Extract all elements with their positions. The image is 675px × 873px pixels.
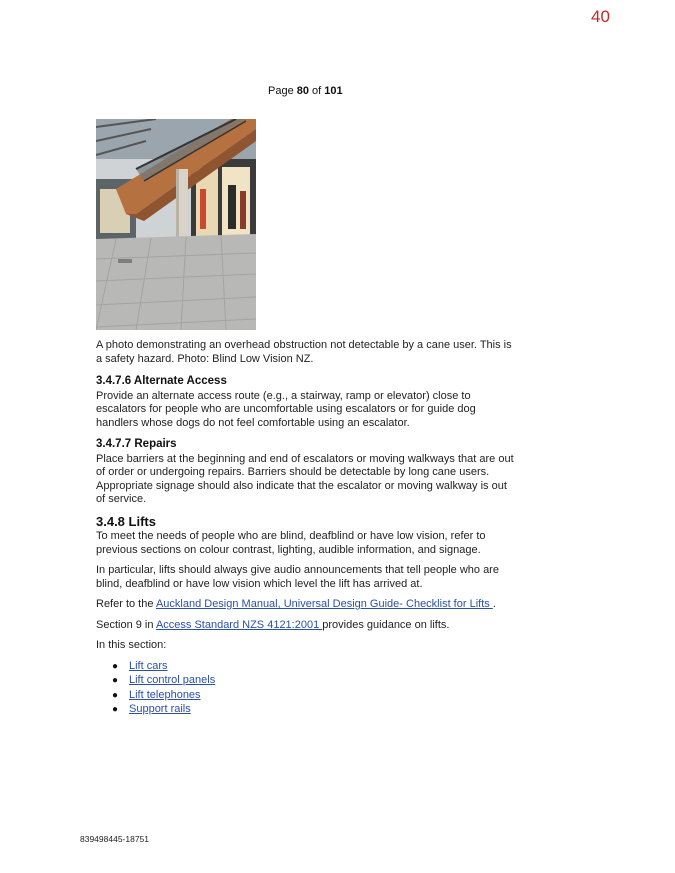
page-current: 80 xyxy=(296,85,309,97)
section-prefix: Section 9 in xyxy=(96,618,156,631)
repairs-body: Place barriers at the beginning and end of escalators or moving walkways that are out of order or undergoing repairs. Barriers should be detectable by long cane users. Appropriate signage should also indicate that the escalator or moving walkway is out of service. xyxy=(96,452,514,505)
lifts-para-2: In particular, lifts should always give audio announcements that tell people who are blind, deafblind or have low vision which level the lift has arrived at. xyxy=(96,564,499,590)
lifts-heading: 3.4.8 Lifts xyxy=(96,513,156,529)
list-item xyxy=(112,660,516,673)
corner-page-number: 40 xyxy=(591,7,610,26)
in-this-section: In this section: xyxy=(96,639,167,651)
support-rails-link[interactable]: Support rails xyxy=(129,703,191,715)
page-header xyxy=(268,85,343,97)
section-repairs xyxy=(96,438,516,507)
section-suffix: provides guidance on lifts. xyxy=(322,618,450,631)
page-header-prefix: Page xyxy=(268,85,297,97)
list-item xyxy=(112,674,516,687)
bullet-icon: ● xyxy=(112,675,119,686)
section-alternate-access xyxy=(96,375,516,430)
lift-control-panels-link[interactable]: Lift control panels xyxy=(129,674,216,686)
refer-prefix: Refer to the xyxy=(96,598,156,610)
page-header-of: of xyxy=(309,85,325,97)
list-item xyxy=(112,703,516,716)
access-standard-link[interactable]: Access Standard NZS 4121:2001 xyxy=(155,618,323,631)
lifts-section-ref xyxy=(96,619,516,633)
lifts-link-list xyxy=(96,660,516,717)
bullet-icon: ● xyxy=(112,660,119,672)
photo-caption: A photo demonstrating an overhead obstruction not detectable by a cane user. This is a safety hazard. Photo: Blind Low Vision NZ. xyxy=(96,339,512,365)
repairs-heading: 3.4.7.7 Repairs xyxy=(96,438,177,450)
lift-cars-link[interactable]: Lift cars xyxy=(129,659,168,672)
escalator-photo xyxy=(96,119,256,330)
lifts-refer xyxy=(96,598,516,612)
document-footer-id: 839498445-18751 xyxy=(80,834,150,844)
list-item xyxy=(112,689,516,702)
page-total: 101 xyxy=(324,85,343,97)
auckland-design-manual-link[interactable]: Auckland Design Manual, Universal Design Guide- Checklist for Lifts xyxy=(155,598,493,610)
alternate-access-heading: 3.4.7.6 Alternate Access xyxy=(96,375,227,387)
bullet-icon: ● xyxy=(112,704,119,715)
lifts-para-1: To meet the needs of people who are blind, deafblind or have low vision, refer to previous sections on colour contrast, lighting, audible information, and signage. xyxy=(96,530,486,556)
alternate-access-body: Provide an alternate access route (e.g., a stairway, ramp or elevator) close to escalators for people who are uncomfortable using escalators or for guide dog handlers whose dogs do not feel comfortable using an escalator. xyxy=(96,389,476,429)
bullet-icon: ● xyxy=(112,689,119,701)
refer-suffix: . xyxy=(492,598,496,610)
lift-telephones-link[interactable]: Lift telephones xyxy=(129,688,201,701)
document-body xyxy=(96,339,516,718)
